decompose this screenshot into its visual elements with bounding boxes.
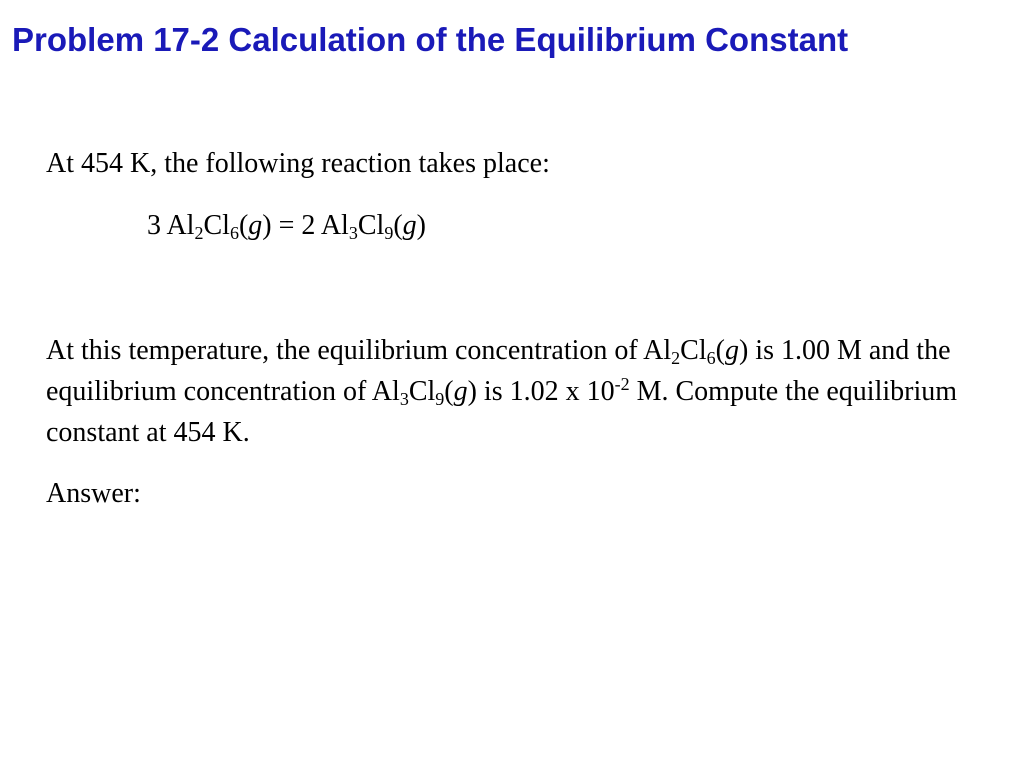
answer-label: Answer: xyxy=(46,478,141,509)
equation-text: Cl xyxy=(357,210,385,241)
problem-paragraph xyxy=(46,330,996,453)
equation-text: ( xyxy=(238,210,249,241)
subscript: 9 xyxy=(435,389,445,409)
equation-reactant: 3 Al xyxy=(147,210,195,241)
phase-label: g xyxy=(402,210,417,241)
phase-label: g xyxy=(724,335,739,366)
equation-text: ) xyxy=(416,210,426,241)
paragraph-text: ) is 1.02 x 10 xyxy=(467,376,615,407)
reaction-equation xyxy=(147,206,1024,246)
paragraph-text: ) is 1.00 M and the equilibrium concentration of Al xyxy=(46,335,951,407)
paragraph-text: M. Compute the equilibrium constant at 454 K. xyxy=(46,376,958,448)
subscript: 3 xyxy=(348,223,358,243)
equation-text: Cl xyxy=(203,210,230,241)
paragraph-text: Cl xyxy=(408,376,436,407)
subscript: 2 xyxy=(194,223,204,243)
slide-title: Problem 17-2 Calculation of the Equilibrium Constant xyxy=(12,21,849,58)
paragraph-text: ( xyxy=(715,335,725,366)
intro-text: At 454 K, the following reaction takes place: xyxy=(46,148,550,179)
equation-text: ( xyxy=(393,210,403,241)
phase-label: g xyxy=(248,210,263,241)
paragraph-text: At this temperature, the equilibrium concentration of Al xyxy=(46,335,672,366)
subscript: 3 xyxy=(399,389,409,409)
paragraph-text: Cl xyxy=(680,335,707,366)
subscript: 9 xyxy=(384,223,394,243)
paragraph-text: ( xyxy=(444,376,454,407)
subscript: 6 xyxy=(229,223,239,243)
phase-label: g xyxy=(453,376,468,407)
equation-text: ) = 2 Al xyxy=(262,210,349,241)
exponent: -2 xyxy=(614,374,630,394)
subscript: 6 xyxy=(706,348,716,368)
subscript: 2 xyxy=(671,348,681,368)
